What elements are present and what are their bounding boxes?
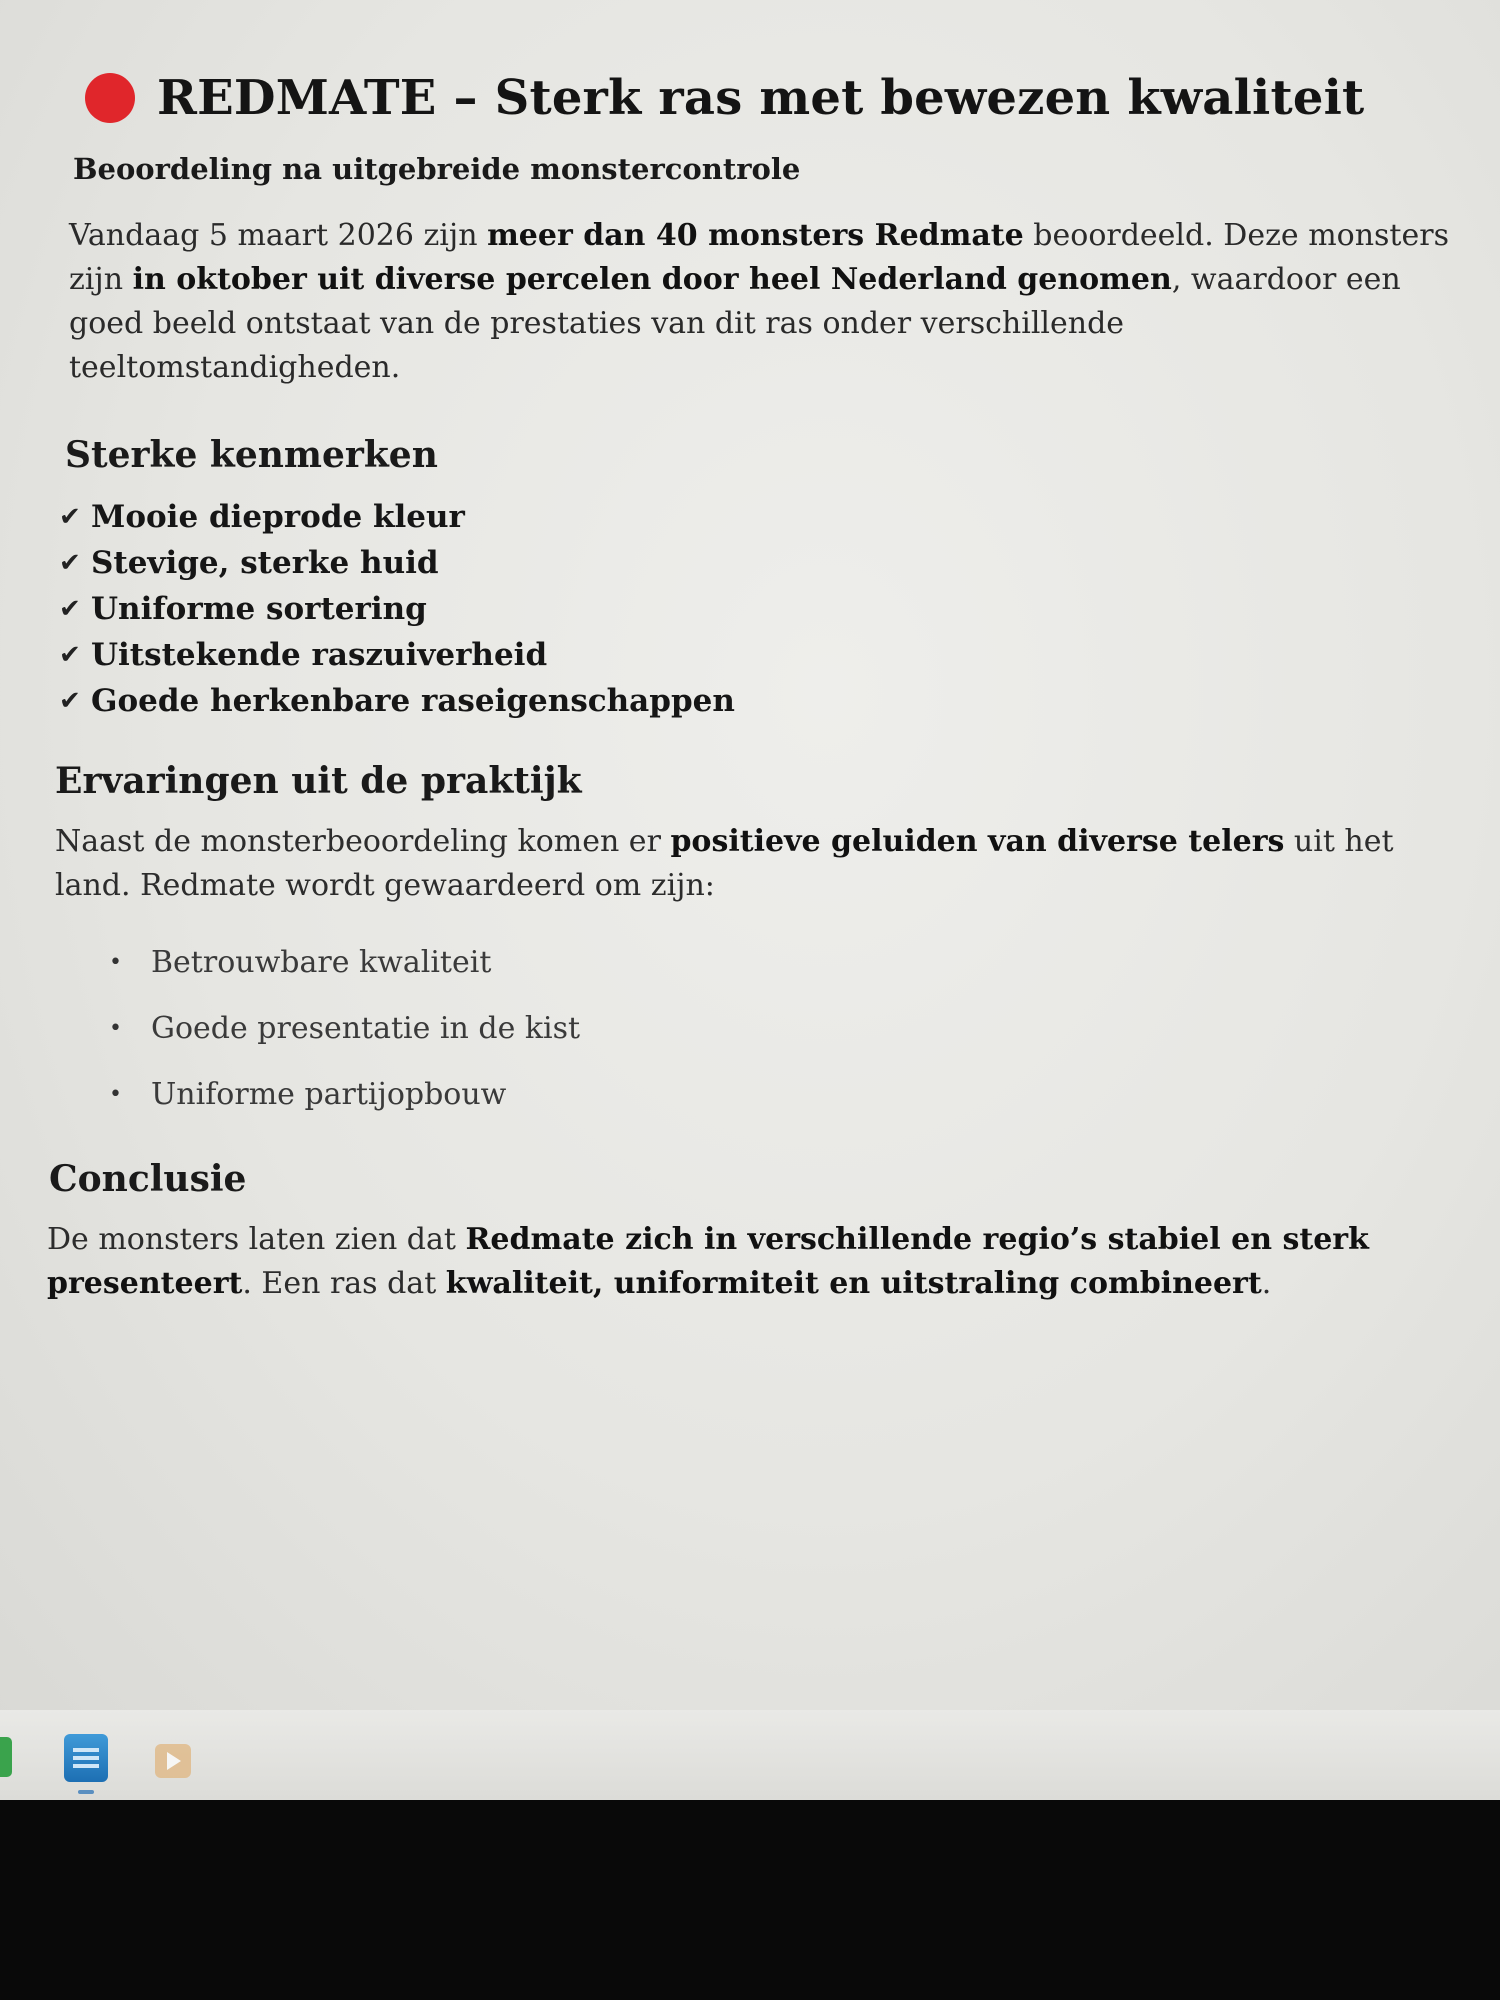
kenmerken-list <box>59 494 1455 724</box>
praktijk-list <box>109 930 1455 1128</box>
media-app-icon[interactable] <box>155 1744 191 1778</box>
kenmerk-label: Uniforme sortering <box>91 591 427 627</box>
intro-bold-2: in oktober uit diverse percelen door heel Nederland genomen <box>132 262 1172 297</box>
green-app-icon[interactable] <box>0 1737 12 1777</box>
list-item <box>109 1062 1455 1128</box>
title-row <box>85 70 1455 126</box>
bullet-icon: • <box>109 1082 122 1107</box>
intro-paragraph <box>69 214 1459 390</box>
red-circle-icon <box>85 73 135 123</box>
conclusie-bold-1: Redmate zich in verschillende regio’s stabiel en sterk presenteert <box>47 1222 1369 1301</box>
bullet-icon: • <box>109 1016 122 1041</box>
intro-bold-1: meer dan 40 monsters Redmate <box>487 218 1024 253</box>
subtitle: Beoordeling na uitgebreide monstercontrole <box>73 152 801 186</box>
kenmerk-label: Mooie dieprode kleur <box>91 499 465 535</box>
checkmark-icon: ✔ <box>59 640 81 670</box>
page-title: REDMATE – Sterk ras met bewezen kwaliteit <box>157 70 1365 126</box>
list-item <box>59 632 1455 678</box>
document-app-icon[interactable] <box>64 1734 108 1782</box>
monitor-bezel <box>0 1800 1500 2000</box>
intro-text-1: Vandaag 5 maart 2026 zijn <box>69 218 488 253</box>
kenmerk-label: Stevige, sterke huid <box>91 545 439 581</box>
kenmerk-label: Uitstekende raszuiverheid <box>91 637 548 673</box>
list-item <box>59 586 1455 632</box>
document <box>47 70 1455 1306</box>
praktijk-text-2: uit het land. Redmate wordt gewaardeerd om zijn: <box>55 824 1394 903</box>
bullet-label: Uniforme partijopbouw <box>151 1077 507 1112</box>
taskbar <box>0 1710 1500 1800</box>
heading-kenmerken: Sterke kenmerken <box>65 434 438 476</box>
heading-praktijk: Ervaringen uit de praktijk <box>55 760 582 802</box>
conclusie-bold-2: kwaliteit, uniformiteit en uitstraling combineert <box>445 1266 1262 1301</box>
bullet-label: Betrouwbare kwaliteit <box>151 945 492 980</box>
checkmark-icon: ✔ <box>59 502 81 532</box>
praktijk-bold-1: positieve geluiden van diverse telers <box>670 824 1285 859</box>
praktijk-text-1: Naast de monsterbeoordeling komen er <box>55 824 671 859</box>
praktijk-paragraph <box>55 820 1455 908</box>
bullet-label: Goede presentatie in de kist <box>151 1011 581 1046</box>
conclusie-text-1: De monsters laten zien dat <box>47 1222 466 1257</box>
checkmark-icon: ✔ <box>59 548 81 578</box>
bullet-icon: • <box>109 950 122 975</box>
conclusie-text-2: . Een ras dat <box>242 1266 446 1301</box>
active-app-indicator <box>78 1790 94 1794</box>
list-item <box>109 996 1455 1062</box>
conclusie-paragraph <box>47 1218 1467 1306</box>
checkmark-icon: ✔ <box>59 594 81 624</box>
list-item <box>59 540 1455 586</box>
intro-text-2: beoordeeld. Deze monsters zijn <box>69 218 1449 297</box>
list-item <box>59 494 1455 540</box>
heading-conclusie: Conclusie <box>49 1158 247 1200</box>
list-item <box>109 930 1455 996</box>
kenmerk-label: Goede herkenbare raseigenschappen <box>91 683 735 719</box>
list-item <box>59 678 1455 724</box>
conclusie-text-3: . <box>1261 1266 1272 1301</box>
intro-text-3: , waardoor een goed beeld ontstaat van de prestaties van dit ras onder verschillende teeltomstandigheden. <box>69 262 1401 385</box>
checkmark-icon: ✔ <box>59 686 81 716</box>
